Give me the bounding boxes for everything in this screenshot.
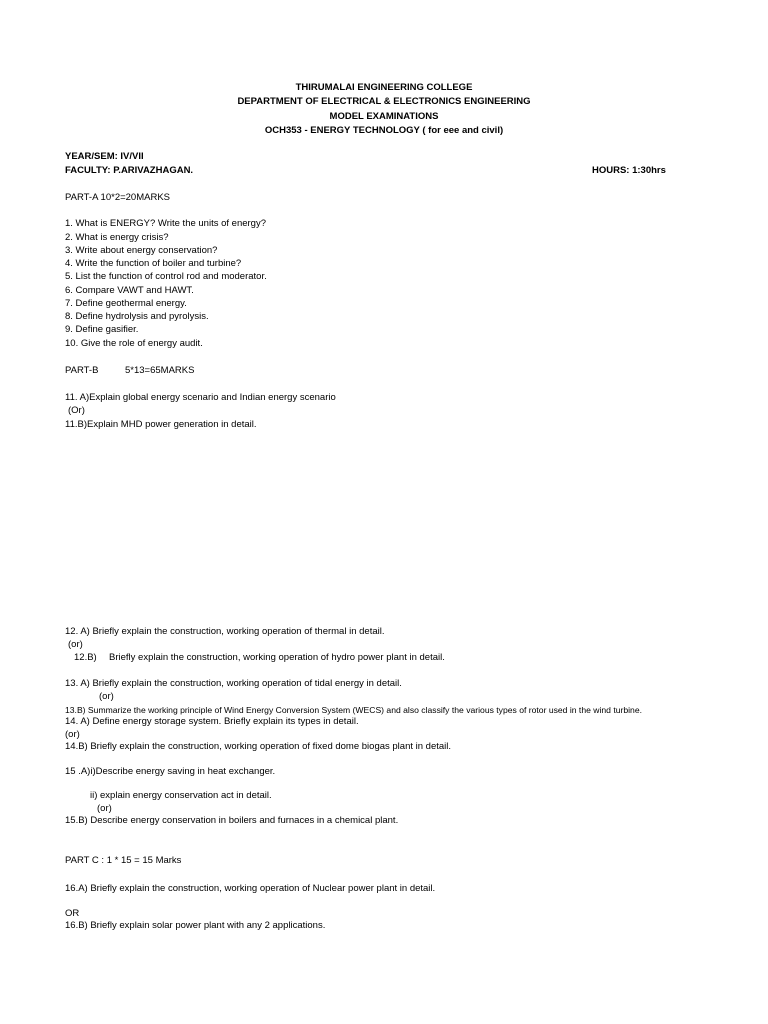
list-item: 7. Define geothermal energy. [65,298,187,309]
part-c-heading: PART C : 1 * 15 = 15 Marks [65,855,182,866]
question-11b: 11.B)Explain MHD power generation in detail. [65,419,257,430]
course-title: OCH353 - ENERGY TECHNOLOGY ( for eee and civil) [264,125,504,136]
question-16b: 16.B) Briefly explain solar power plant with any 2 applications. [65,920,326,931]
or-separator: (or) [97,803,112,814]
question-12b-number: 12.B) [74,652,97,663]
exam-hours: HOURS: 1:30hrs [592,165,666,176]
part-b-marks: 5*13=65MARKS [125,365,195,376]
college-name: THIRUMALAI ENGINEERING COLLEGE [295,82,473,93]
list-item: 3. Write about energy conservation? [65,245,218,256]
exam-title: MODEL EXAMINATIONS [329,111,439,122]
list-item: 1. What is ENERGY? Write the units of energy? [65,218,266,229]
question-15b: 15.B) Describe energy conservation in boilers and furnaces in a chemical plant. [65,815,399,826]
year-sem: YEAR/SEM: IV/VII [65,151,144,162]
part-b-heading: PART-B [65,365,99,376]
question-15a-ii: ii) explain energy conservation act in detail. [90,790,272,801]
question-15a-i: 15 .A)i)Describe energy saving in heat exchanger. [65,766,276,777]
or-separator: (or) [65,729,80,740]
question-13a: 13. A) Briefly explain the construction, working operation of tidal energy in detail. [65,678,402,689]
or-separator: (or) [99,691,114,702]
question-13b: 13.B) Summarize the working principle of Wind Energy Conversion System (WECS) and also classify the various types of rotor used in the wind turbine. [65,705,642,715]
question-12b: Briefly explain the construction, working operation of hydro power plant in detail. [109,652,445,663]
list-item: 4. Write the function of boiler and turbine? [65,258,242,269]
or-separator: OR [65,908,80,919]
list-item: 9. Define gasifier. [65,324,139,335]
list-item: 6. Compare VAWT and HAWT. [65,285,194,296]
list-item: 10. Give the role of energy audit. [65,338,203,349]
question-12a: 12. A) Briefly explain the construction, working operation of thermal in detail. [65,626,385,637]
question-16a: 16.A) Briefly explain the construction, working operation of Nuclear power plant in detail. [65,883,436,894]
part-a-heading: PART-A 10*2=20MARKS [65,192,170,203]
faculty: FACULTY: P.ARIVAZHAGAN. [65,165,194,176]
department-name: DEPARTMENT OF ELECTRICAL & ELECTRONICS ENGINEERING [237,96,531,107]
list-item: 2. What is energy crisis? [65,232,169,243]
or-separator: (or) [68,639,83,650]
question-14b: 14.B) Briefly explain the construction, working operation of fixed dome biogas plant in detail. [65,741,452,752]
question-11a: 11. A)Explain global energy scenario and Indian energy scenario [65,392,336,403]
or-separator: (Or) [68,405,85,416]
question-14a: 14. A) Define energy storage system. Briefly explain its types in detail. [65,716,359,727]
list-item: 5. List the function of control rod and moderator. [65,271,267,282]
list-item: 8. Define hydrolysis and pyrolysis. [65,311,209,322]
